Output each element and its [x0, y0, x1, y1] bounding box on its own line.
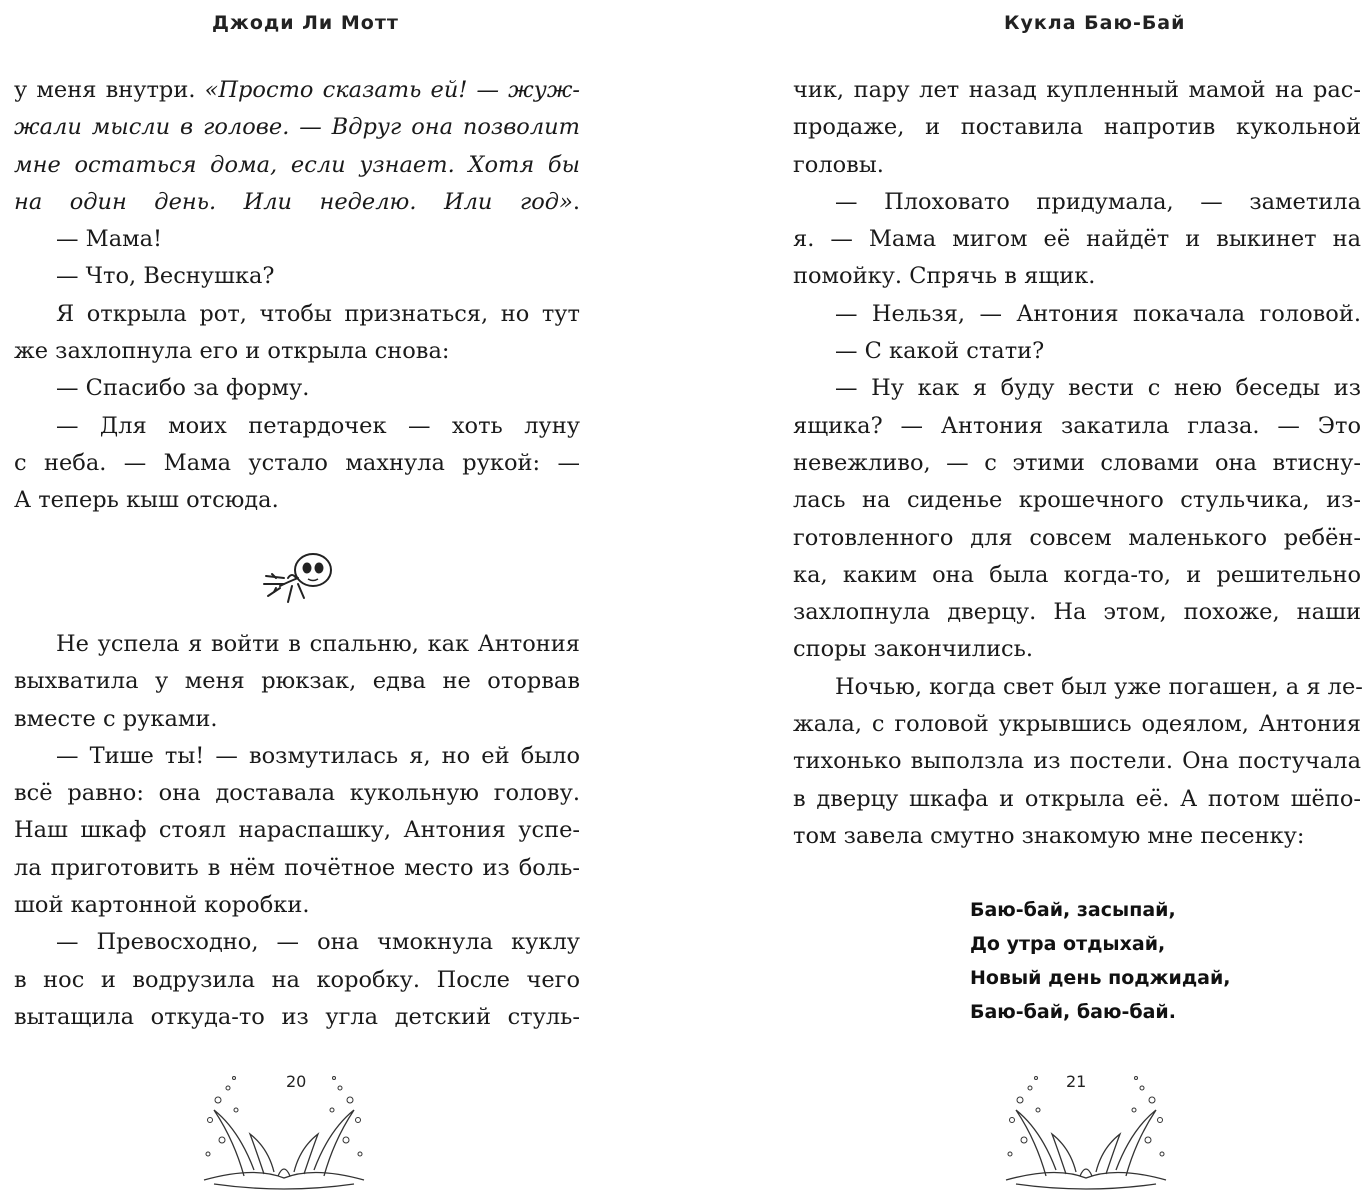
text-line — [14, 370, 580, 407]
text-line — [14, 850, 580, 887]
text-run: Наш шкаф стоял нараспашку, Антония успе- — [14, 817, 580, 844]
text-line — [793, 408, 1361, 445]
text-run: — Что, Веснушка? — [56, 263, 275, 290]
text-run: я. — Мама мигом её найдёт и выкинет на — [793, 226, 1361, 253]
text-run: — Для моих петардочек — хоть луну — [56, 412, 580, 439]
text-run: же захлопнула его и открыла снова: — [14, 338, 450, 365]
text-run: вытащила откуда-то из угла детский стуль- — [14, 1003, 580, 1030]
text-line — [14, 221, 580, 258]
text-line — [793, 743, 1361, 780]
text-line — [14, 184, 580, 221]
text-line — [793, 594, 1361, 631]
text-run: всё равно: она доставала кукольную голову. — [14, 780, 580, 807]
text-line — [14, 701, 580, 738]
text-run: Я открыла рот, чтобы признаться, но тут — [56, 300, 580, 327]
text-line — [793, 781, 1361, 818]
text-line — [793, 221, 1361, 258]
doll-ornament-icon — [258, 548, 338, 606]
text-line — [793, 296, 1361, 333]
text-run: с неба. — Мама устало махнула рукой: — — [14, 449, 580, 476]
text-run: жала, с головой укрывшись одеялом, Антония — [793, 711, 1361, 738]
text-line — [14, 887, 580, 924]
text-run: споры закончились. — [793, 636, 1034, 663]
text-run: — С какой стати? — [835, 338, 1045, 365]
lullaby-poem — [970, 893, 1231, 1029]
text-run: чик, пару лет назад купленный мамой на рас- — [793, 77, 1361, 103]
text-run: том завела смутно знакомую мне песенку: — [793, 822, 1305, 849]
running-header-title: Кукла Баю-Бай — [1004, 12, 1186, 34]
text-line — [793, 333, 1361, 370]
text-line — [14, 109, 580, 146]
page-number: 20 — [286, 1072, 307, 1091]
text-run: головы. — [793, 151, 884, 178]
right-page — [686, 0, 1372, 1196]
text-line — [793, 631, 1361, 668]
text-line — [14, 72, 580, 109]
text-line — [14, 445, 580, 482]
text-run: ящика? — Антония закатила глаза. — Это — [793, 412, 1361, 439]
text-line — [793, 706, 1361, 743]
text-line — [14, 962, 580, 999]
text-run: ка, каким она была когда-то, и решительно — [793, 561, 1361, 588]
text-line — [14, 482, 580, 519]
poem-line: Баю-бай, баю-бай. — [970, 1001, 1176, 1023]
text-run: Ночью, когда свет был уже погашен, а я ле- — [835, 673, 1363, 700]
text-line — [14, 999, 580, 1036]
italic-text: мне остаться дома, если узнает. Хотя бы — [14, 151, 580, 178]
poem-line: До утра отдыхай, — [970, 933, 1166, 955]
text-line — [14, 333, 580, 370]
text-run: шой картонной коробки. — [14, 892, 310, 919]
text-run: А теперь кыш отсюда. — [14, 487, 279, 514]
text-line — [14, 812, 580, 849]
poem-line: Новый день поджидай, — [970, 967, 1231, 989]
text-line — [14, 775, 580, 812]
text-run: продаже, и поставила напротив кукольной — [793, 114, 1361, 141]
italic-text: «Просто сказать ей! — жуж- — [204, 77, 580, 103]
text-run: вместе с руками. — [14, 705, 218, 732]
text-run: в нос и водрузила на коробку. После чего — [14, 966, 580, 993]
text-line — [793, 818, 1361, 855]
text-line — [14, 258, 580, 295]
text-run: — Ну как я буду вести с нею беседы из — [835, 375, 1361, 402]
text-line — [14, 663, 580, 700]
water-splash-ornament-icon — [194, 1070, 374, 1192]
text-line — [793, 109, 1361, 146]
text-run: — Спасибо за форму. — [56, 375, 310, 402]
text-run: выхватила у меня рюкзак, едва не оторвав — [14, 668, 580, 695]
text-line — [14, 296, 580, 333]
text-line — [14, 738, 580, 775]
text-line — [793, 258, 1361, 295]
text-line — [793, 482, 1361, 519]
text-line — [793, 370, 1361, 407]
text-block — [14, 626, 580, 1036]
text-run: помойку. Спрячь в ящик. — [793, 263, 1096, 290]
text-line — [793, 72, 1361, 109]
text-run: — Превосходно, — она чмокнула куклу — [56, 929, 580, 956]
text-run: тихонько выползла из постели. Она постучала — [793, 748, 1361, 775]
text-run: в дверцу шкафа и открыла её. А потом шёпо- — [793, 785, 1361, 812]
text-line — [14, 626, 580, 663]
text-line — [14, 408, 580, 445]
text-run: ла приготовить в нём почётное место из боль- — [14, 854, 580, 881]
text-run: готовленного для совсем маленького ребён- — [793, 524, 1361, 551]
text-run: — Мама! — [56, 226, 163, 253]
text-line — [793, 147, 1361, 184]
poem-line: Баю-бай, засыпай, — [970, 899, 1176, 921]
text-line — [14, 924, 580, 961]
text-run: Не успела я войти в спальню, как Антония — [56, 631, 580, 657]
italic-text: жали мысли в голове. — Вдруг она позволит — [14, 114, 580, 141]
text-run: невежливо, — с этими словами она втисну- — [793, 449, 1361, 476]
text-run: . — [572, 188, 580, 215]
text-run: лась на сиденье крошечного стульчика, из- — [793, 487, 1361, 514]
text-run: — Тише ты! — возмутилась я, но ей было — [56, 742, 580, 769]
page-number: 21 — [1066, 1072, 1087, 1091]
text-line — [793, 557, 1361, 594]
italic-text: на один день. Или неделю. Или год» — [14, 188, 573, 215]
text-run: — Нельзя, — Антония покачала головой. — [835, 300, 1361, 327]
text-block — [793, 72, 1361, 855]
text-block — [14, 72, 580, 520]
text-line — [793, 520, 1361, 557]
text-run: — Плоховато придумала, — заметила — [835, 188, 1361, 215]
text-line — [793, 669, 1361, 706]
text-line — [793, 184, 1361, 221]
running-header-author: Джоди Ли Мотт — [212, 12, 399, 34]
text-line — [793, 445, 1361, 482]
text-run: у меня внутри. — [14, 77, 205, 103]
text-line — [14, 147, 580, 184]
text-run: захлопнула дверцу. На этом, похоже, наши — [793, 599, 1361, 626]
